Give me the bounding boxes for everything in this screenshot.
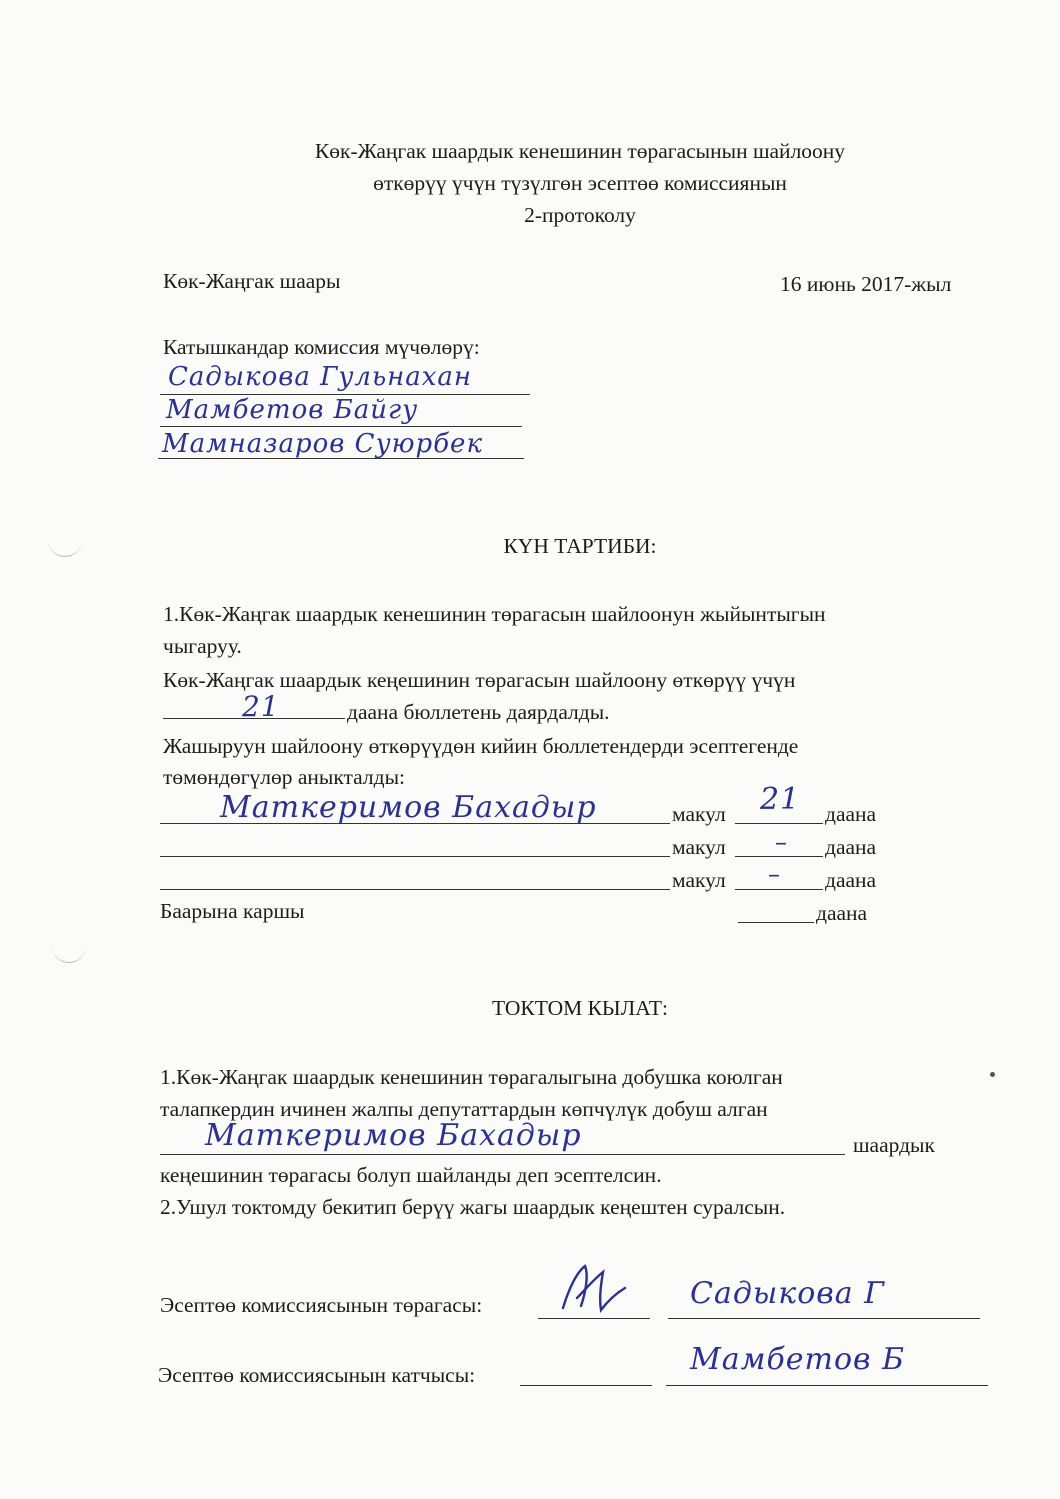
resolution-heading: ТОКТОМ КЫЛАТ:	[492, 996, 668, 1020]
result-3-votes-line	[735, 889, 823, 890]
punch-hole-top	[48, 536, 82, 557]
title-line-3: 2-протоколу	[524, 203, 636, 227]
member-name-2: Мамбетов Байгу	[166, 395, 419, 425]
secretary-name-line	[666, 1385, 988, 1386]
result-2-votes-line	[735, 856, 823, 857]
secretary-signature-line	[520, 1385, 652, 1386]
count-line-2: төмөндөгүлөр аныкталды:	[163, 765, 406, 789]
resolution-item-1-line-4: кеңешинин төрагасы болуп шайланды деп эсептелсин.	[160, 1163, 662, 1187]
ballots-suffix: даана бюллетень даярдалды.	[347, 700, 610, 724]
resolution-item-1-line-1: 1.Көк-Жаңгак шаардык кенешинин төрагалыгына добушка коюлган	[160, 1065, 783, 1089]
against-label: Баарына каршы	[160, 899, 305, 923]
result-2-votes-handwritten: –	[775, 828, 788, 856]
resolution-item-1-line-2: талапкердин ичинен жалпы депутаттардын көпчүлүк добуш алган	[160, 1097, 768, 1121]
agenda-heading: КҮН ТАРТИБИ:	[503, 534, 657, 558]
ballots-count-handwritten: 21	[242, 690, 280, 723]
count-line-1: Жашыруун шайлоону өткөрүүдөн кийин бюллетендерди эсептегенде	[163, 734, 799, 758]
candidate-1-handwritten: Маткеримов Бахадыр	[220, 790, 597, 825]
candidate-3-line	[160, 889, 670, 890]
against-unit: даана	[816, 901, 868, 925]
chair-label: Эсептөө комиссиясынын төрагасы:	[160, 1293, 483, 1317]
result-2-unit: даана	[825, 835, 877, 859]
ink-speck	[990, 1072, 995, 1077]
chair-signature	[555, 1258, 635, 1318]
punch-hole-bottom	[52, 942, 86, 963]
member-name-3: Мамназаров Суюрбек	[162, 429, 483, 459]
members-label: Катышкандар комиссия мүчөлөрү:	[163, 335, 480, 359]
winner-line	[160, 1154, 845, 1155]
date: 16 июнь 2017-жыл	[780, 272, 952, 296]
candidate-1-line	[160, 823, 670, 824]
title-line-2: өткөрүү үчүн түзүлгөн эсептөө комиссиянын	[373, 171, 787, 195]
chair-name-line	[668, 1318, 980, 1319]
place: Көк-Жаңгак шаары	[163, 269, 341, 293]
against-votes-line	[738, 922, 814, 923]
chair-name-handwritten: Садыкова Г	[690, 1276, 886, 1311]
agenda-item-1-line-1: 1.Көк-Жаңгак шаардык кенешинин төрагасын шайлоонун жыйынтыгын	[163, 602, 826, 626]
title-line-1: Көк-Жаңгак шаардык кенешинин төрагасынын шайлоону	[314, 139, 846, 163]
result-3-unit: даана	[825, 868, 877, 892]
result-1-label: макул	[672, 802, 726, 826]
result-1-votes-line	[735, 823, 823, 824]
result-1-unit: даана	[825, 802, 877, 826]
winner-handwritten: Маткеримов Бахадыр	[205, 1118, 582, 1153]
agenda-item-1-line-2: чыгаруу.	[163, 634, 242, 658]
result-1-votes-handwritten: 21	[760, 782, 801, 817]
chair-signature-line	[538, 1318, 650, 1319]
result-3-label: макул	[672, 868, 726, 892]
winner-suffix: шаардык	[853, 1133, 935, 1157]
member-name-1: Садыкова Гульнахан	[168, 362, 473, 392]
result-2-label: макул	[672, 835, 726, 859]
result-3-votes-handwritten: –	[768, 860, 781, 888]
member-line-3	[158, 458, 524, 459]
candidate-2-line	[160, 856, 670, 857]
member-line-2	[160, 426, 522, 427]
secretary-label: Эсептөө комиссиясынын катчысы:	[158, 1363, 476, 1387]
prep-line: Көк-Жаңгак шаардык кеңешинин төрагасын шайлоону өткөрүү үчүн	[163, 668, 796, 692]
secretary-name-handwritten: Мамбетов Б	[690, 1342, 906, 1377]
resolution-item-2: 2.Ушул токтомду бекитип берүү жагы шаардык кеңештен суралсын.	[160, 1195, 786, 1219]
